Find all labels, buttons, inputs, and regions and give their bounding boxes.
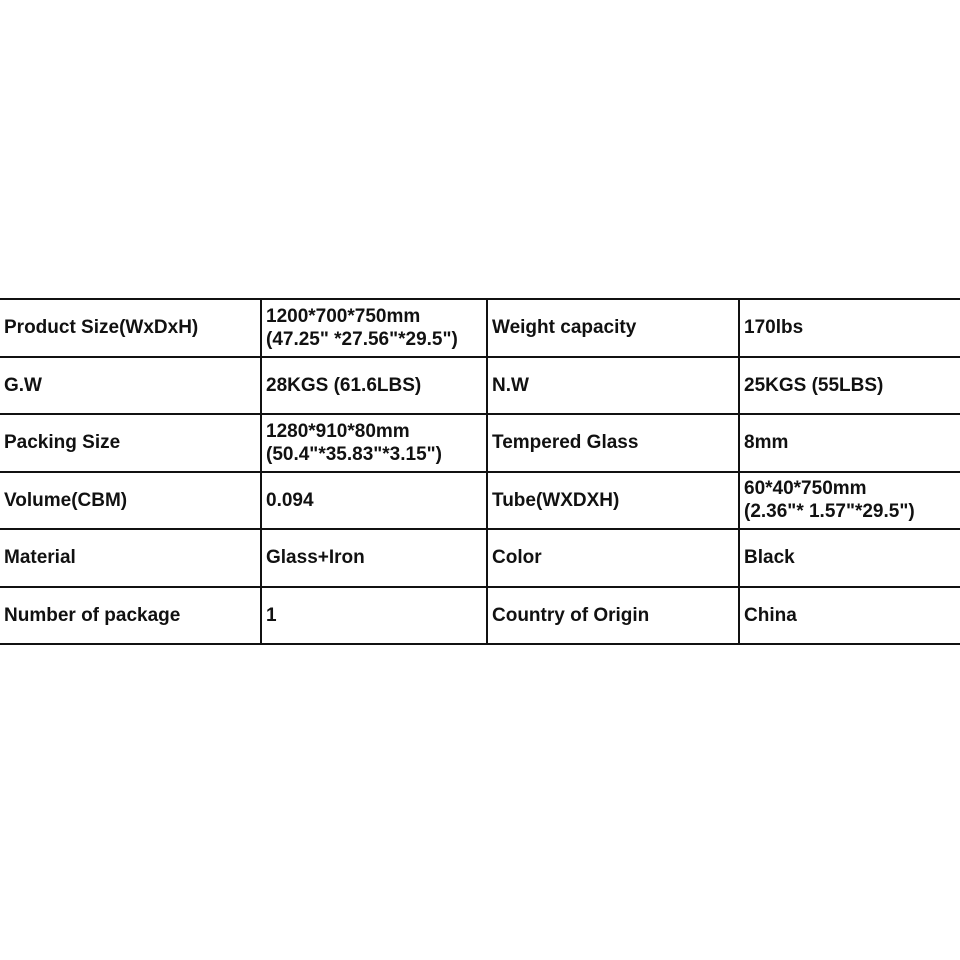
spec-label-weight-capacity [487,299,739,357]
spec-value-packing-size [261,414,487,472]
spec-label-tube [487,472,739,530]
product-spec-table [0,298,960,645]
spec-value-number-of-package [261,587,487,645]
table-row [0,357,960,415]
spec-value-color [739,529,960,587]
cell-text-line-2: (2.36"* 1.57"*29.5") [744,501,915,523]
cell-text: Tube(WXDXH) [492,489,620,511]
spec-value-volume [261,472,487,530]
cell-text-line-1: 60*40*750mm [744,478,867,500]
spec-label-product-size [0,299,261,357]
spec-label-country-of-origin [487,587,739,645]
spec-value-country-of-origin [739,587,960,645]
cell-text: Material [4,547,76,569]
cell-text: Country of Origin [492,604,650,626]
cell-text: Black [744,547,795,569]
table-row [0,529,960,587]
cell-text-line-2: (47.25" *27.56"*29.5") [266,328,458,350]
table-row [0,299,960,357]
cell-text: Product Size(WxDxH) [4,317,199,339]
cell-text: Volume(CBM) [4,489,128,511]
table-row [0,472,960,530]
cell-text: 8mm [744,432,789,454]
cell-text: Number of package [4,604,181,626]
cell-text: 0.094 [266,489,314,511]
spec-label-material [0,529,261,587]
spec-label-packing-size [0,414,261,472]
spec-label-net-weight [487,357,739,415]
cell-text: 170lbs [744,317,804,339]
spec-value-tube [739,472,960,530]
spec-label-color [487,529,739,587]
cell-text-line-1: 1280*910*80mm [266,420,410,442]
spec-value-tempered-glass [739,414,960,472]
table-row [0,587,960,645]
cell-text: Weight capacity [492,317,637,339]
cell-text: China [744,604,797,626]
cell-text: 28KGS (61.6LBS) [266,374,422,396]
cell-text: 25KGS (55LBS) [744,374,884,396]
spec-label-gross-weight [0,357,261,415]
cell-text: Packing Size [4,432,121,454]
spec-label-number-of-package [0,587,261,645]
spec-value-product-size [261,299,487,357]
cell-text: N.W [492,374,529,396]
spec-label-volume [0,472,261,530]
cell-text: G.W [4,374,42,396]
spec-value-gross-weight [261,357,487,415]
cell-text: 1 [266,604,277,626]
cell-text: Color [492,547,542,569]
cell-text-line-2: (50.4"*35.83"*3.15") [266,443,442,465]
cell-text: Glass+Iron [266,547,365,569]
spec-label-tempered-glass [487,414,739,472]
table-row [0,414,960,472]
spec-value-weight-capacity [739,299,960,357]
spec-value-net-weight [739,357,960,415]
cell-text: Tempered Glass [492,432,639,454]
cell-text-line-1: 1200*700*750mm [266,305,421,327]
spec-value-material [261,529,487,587]
